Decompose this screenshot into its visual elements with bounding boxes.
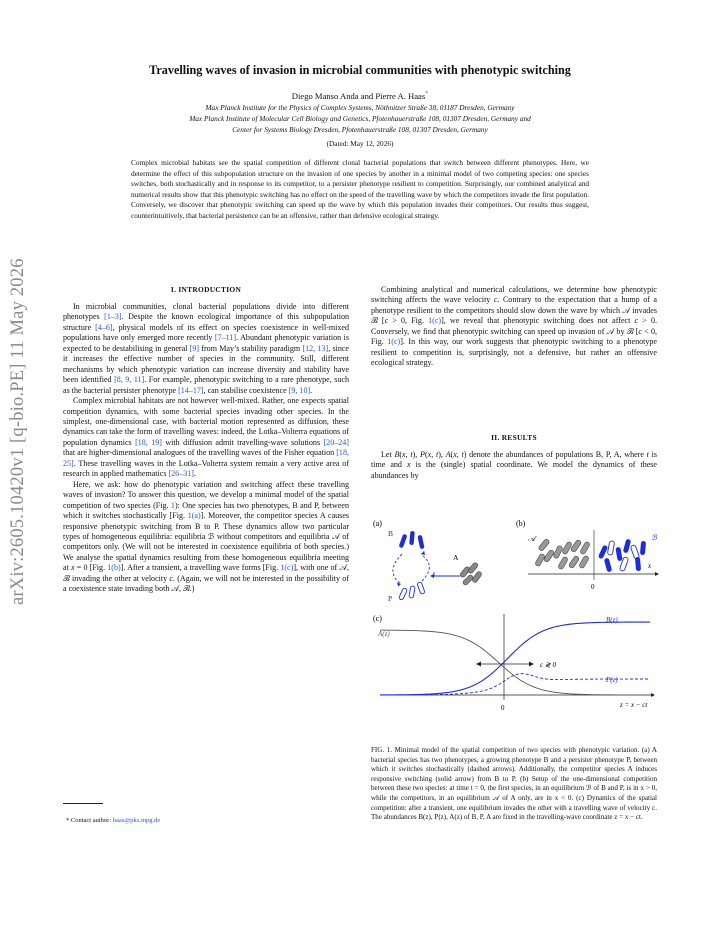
c-zero-label: 0 bbox=[501, 704, 505, 712]
c-z-arrowhead bbox=[651, 693, 655, 697]
label-P: P bbox=[388, 594, 393, 603]
intro-text-continued: Combining analytical and numerical calculations, we determine how phenotypic switching affects the wave velocity c. Contrary to the expectation that a hump of a phenotype resilient to the competitors should slow down the wave by which 𝒜 invades ℬ [c > 0, Fig. 1(c)], we reveal that phenotypic switching does not affect c > 0. Conversely, we find that phenotypic switching can speed up invasion of 𝒜 by ℬ [c < 0, Fig. 1(c)]. In this way, our work suggests that phenotypic switching to a phenotype resilient to competition is, surprisingly, not a defensive, but rather an offensive ecological strategy. bbox=[371, 285, 658, 368]
growing-phenotype-cells bbox=[399, 531, 425, 549]
label-A: A bbox=[453, 553, 459, 562]
label-calA: 𝒜 bbox=[528, 534, 536, 543]
c-arrow-left bbox=[476, 662, 481, 667]
date-line: (Dated: May 12, 2026) bbox=[326, 139, 394, 148]
panel-a-label: (a) bbox=[373, 519, 382, 528]
c-arrow-right bbox=[529, 662, 534, 667]
competitor-cells bbox=[459, 562, 482, 586]
label-z-axis: z = x − ct bbox=[620, 701, 648, 709]
panel-b-label: (b) bbox=[516, 519, 526, 528]
label-B: B bbox=[388, 529, 394, 538]
first-species-region-cells bbox=[598, 539, 646, 573]
paper-title: Travelling waves of invasion in microbial communities with phenotypic switching bbox=[149, 63, 571, 77]
footnote-rule bbox=[63, 803, 103, 804]
author-names: Diego Manso Anda and Pierre A. Haas bbox=[291, 91, 426, 101]
arxiv-stamp: arXiv:2605.10420v1 [q-bio.PE] 11 May 2026 bbox=[8, 258, 28, 605]
author-footnote-mark[interactable]: * bbox=[425, 91, 429, 98]
affiliation-2: Max Planck Institute of Molecular Cell Biology and Genetics, Pfotenhauerstraße 108, 01307 Dresden, Germany and bbox=[189, 114, 531, 123]
competitor-region-cells bbox=[534, 538, 590, 570]
intro-text: In microbial communities, clonal bacterial populations divide into different phenotypes [1–3]. Despite the known ecological importance of this subpopulation structure [4–6], physical models of its effect on species coexistence in well-mixed populations have only emerged more recently [7–11]. Abundant phenotypic variation is expected to be destabilising in general [9] from May’s stability paradigm [12, 13], since it increases the effective number of species in the community. Still, different mechanisms by which phenotypic variation can increase diversity and stability have been identified [8, 9, 11]. For example, phenotypic switching to a rare phenotype, such as the bacterial persister phenotype [14–17], can stabilise coexistence [9, 10]. Complex microbial habitats are not however well-mixed. Rather, one expects spatial competition dynamics, with some bacterial species invading other species. In the simplest, one-dimensional case, with bacterial motion represented as diffusion, these dynamics can take the form of travelling waves: indeed, the Lotka–Volterra equations of population dynamics [18, 19] with diffusion admit travelling-wave solutions [20–24] that are higher-dimensional analogues of the travelling waves of the Fisher equation [18, 25]. These travelling waves in the Lotka–Volterra system remain a very active area of research in applied mathematics [26–31]. Here, we ask: how do phenotypic variation and switching affect these travelling waves of invasion? To answer this question, we develop a minimal model of the spatial competition of two species (Fig. 1): One species has two phenotypes, B and P, between which it switches stochastically [Fig. 1(a)]. Moreover, the competitor species A causes responsive phenotypic switching from B to P. These dynamics allow two particular types of homogeneous equilibria: equilibria ℬ without competitors and equilibria 𝒜 of competitors only. (We will not be interested in coexistence equilibria of both species.) We analyse the spatial dynamics resulting from these homogeneous equilibria meeting at x = 0 [Fig. 1(b)]. After a transient, a travelling wave forms [Fig. 1(c)], with one of 𝒜, ℬ invading the other at velocity c. (Again, we will not be interested in the possibility of a coexistence state invading both 𝒜, ℬ.) bbox=[63, 302, 350, 594]
footnote bbox=[66, 817, 160, 824]
stochastic-switch-arrow-up bbox=[421, 554, 429, 581]
panel-c-label: (c) bbox=[373, 614, 382, 623]
affiliation-1: Max Planck Institute for the Physics of Complex Systems, Nöthnitzer Straße 38, 01187 Dresden, Germany bbox=[205, 103, 515, 112]
label-Az: A(z) bbox=[378, 630, 390, 638]
b-x-arrowhead bbox=[655, 572, 659, 576]
footnote-label: * Contact author: bbox=[66, 817, 113, 824]
results-text: Let B(x, t), P(x, t), A(x, t) denote the abundances of populations B, P, A, where t is time and x is the (single) spatial coordinate. We model the dynamics of these abundances by bbox=[371, 450, 657, 480]
label-Pz: P(z) bbox=[606, 676, 618, 684]
contact-email-link[interactable]: haas@pks.mpg.de bbox=[112, 817, 161, 824]
c-velocity-label: c ≷ 0 bbox=[540, 661, 556, 669]
arrowhead-up bbox=[421, 551, 425, 555]
label-Bz: B(z) bbox=[606, 616, 618, 624]
b-zero-label: 0 bbox=[591, 583, 595, 591]
label-calB: ℬ bbox=[651, 533, 657, 542]
affiliation-3: Center for Systems Biology Dresden, Pfotenhauerstraße 108, 01307 Dresden, Germany bbox=[232, 125, 488, 134]
responsive-switch-arrowhead bbox=[430, 574, 434, 578]
curve-A bbox=[380, 630, 650, 695]
abstract: Complex microbial habitats see the spatial competition of different clonal bacterial populations that switch between different phenotypes. Here, we determine the effect of this subpopulation structure on the invasion of one species by another in a minimal model of two competing species: one species switches, both stochastically and in response to its competitor, to a persister phenotype resilient to competition. Surprisingly, our combined analytical and numerical results show that this phenotypic switching has no effect on the speed of the travelling wave by which the competitors invade the first population. Conversely, we discover that phenotypic switching can speed up the wave by which this population invades their competitors. Our results thus suggest, counterintuitively, that bacterial persistence can be an offensive, rather than defensive ecological strategy. bbox=[131, 158, 589, 220]
stochastic-switch-arrow-down bbox=[393, 554, 402, 584]
results-heading: II. RESULTS bbox=[491, 433, 537, 442]
figure-1-caption: FIG. 1. Minimal model of the spatial competition of two species with phenotypic variation. (a) A bacterial species has two phenotypes, a growing phenotype B and a persister phenotype P, between which it switches stochastically (dashed arrows). Additionally, the competitor species A induces responsive switching (solid arrow) from B to P. (b) Setup of the one-dimensional competition between these two species: at time t = 0, the first species, in an equilibrium ℬ of B and P, is in x > 0, while the competitors, in an equilibrium 𝒜 of A only, are in x < 0. (c) Dynamics of the spatial competition: after a transient, one equilibrium invades the other with a travelling wave of velocity c. The abundances B(z), P(z), A(z) of B, P, A are fixed in the travelling-wave coordinate z = x − ct. bbox=[371, 746, 657, 822]
b-x-label: x bbox=[648, 562, 652, 570]
figure-1c-chart bbox=[368, 612, 660, 712]
curve-B bbox=[380, 622, 650, 695]
responsive-switch-line bbox=[434, 572, 460, 576]
persister-phenotype-cells bbox=[398, 582, 425, 601]
arrowhead-down bbox=[397, 583, 401, 587]
intro-heading: I. INTRODUCTION bbox=[170, 285, 242, 294]
authors bbox=[60, 91, 660, 101]
